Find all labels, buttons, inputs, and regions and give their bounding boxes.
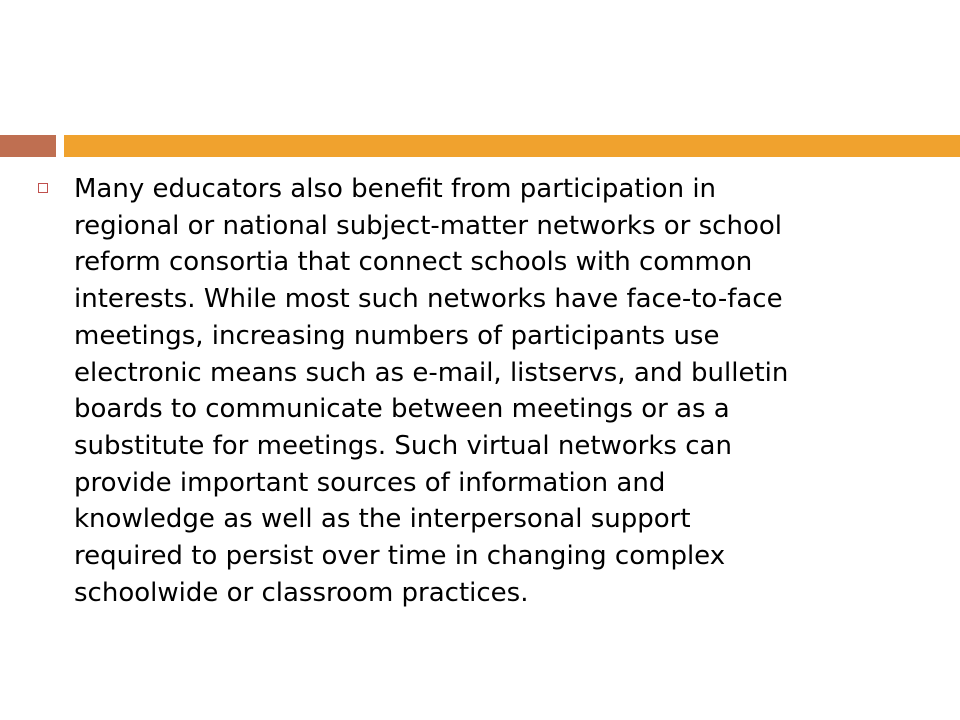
body-text [74,171,944,611]
body-line: reform consortia that connect schools with common [74,247,753,278]
body-line: electronic means such as e-mail, listservs, and bulletin [74,357,789,388]
accent-bar-left [0,135,56,157]
body-line: boards to communicate between meetings or as a [74,394,730,425]
body-line: schoolwide or classroom practices. [74,577,529,608]
body-line: provide important sources of information and [74,467,666,498]
slide-content [0,171,960,691]
bullet-icon [38,183,48,193]
body-line: interests. While most such networks have face-to-face [74,284,783,315]
body-line: Many educators also benefit from participation in [74,174,717,204]
body-line: regional or national subject-matter networks or school [74,210,782,241]
body-line: knowledge as well as the interpersonal support [74,504,691,535]
body-line: meetings, increasing numbers of participants use [74,320,720,351]
body-line: substitute for meetings. Such virtual networks can [74,430,732,461]
accent-bar-right [64,135,960,157]
body-line: required to persist over time in changing complex [74,541,726,572]
